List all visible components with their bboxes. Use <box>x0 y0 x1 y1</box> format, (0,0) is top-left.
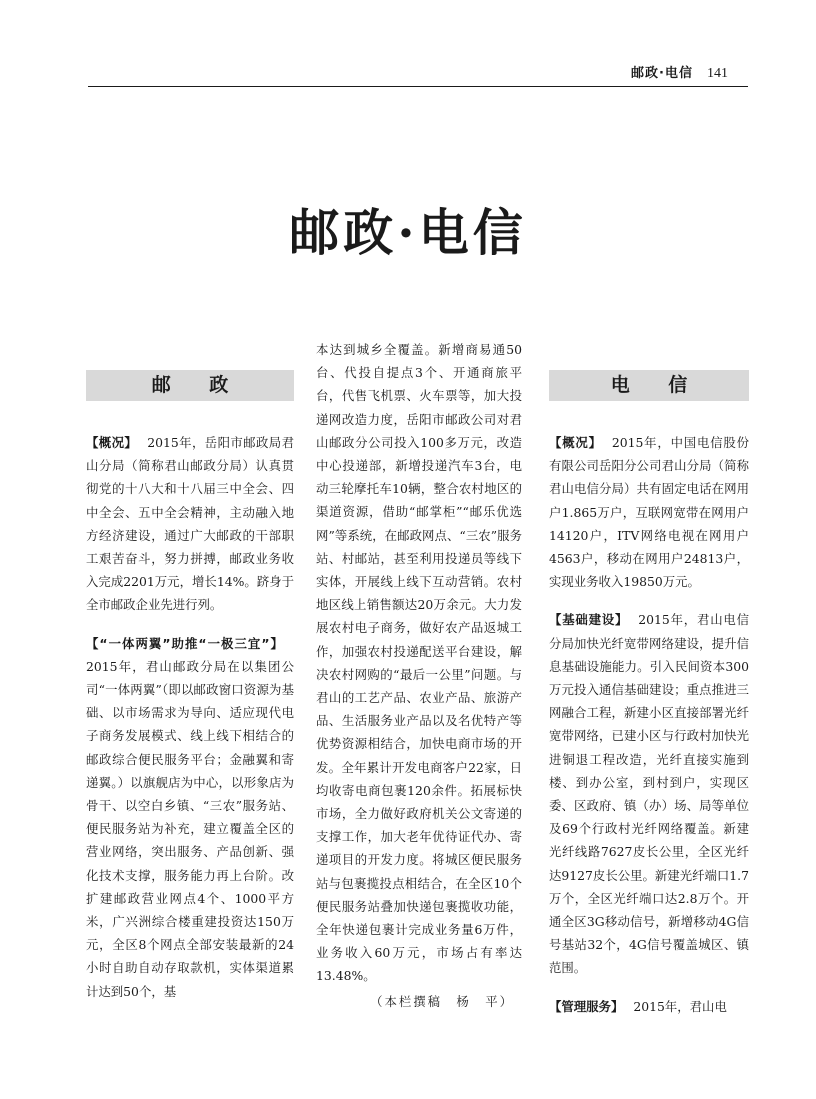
byline: （本栏撰稿 杨 平） <box>370 993 514 1009</box>
column-middle <box>316 338 522 1013</box>
postal-oneplus-tag: 【“一体两翼”助推“一极三宜”】 <box>86 635 284 651</box>
postal-overview-paragraph <box>86 431 294 617</box>
telecom-infrastructure-text: 2015年，君山电信分局加快光纤宽带网络建设，提升信息基础设施能力。引入民间资本300万元投入通信基础建设；重点推进三网融合工程，新建小区直接部署光纤宽带网络，已建小区与行政村加快光进铜退工程改造，光纤直接实施到楼、到办公室，到村到户，实现区委、区政府、镇（办）场、局等单位及69个行政村光纤网络覆盖。新建光纤线路7627皮长公里，全区光纤达9127皮长公里。新建光纤端口1.7万个，全区光纤端口达2.8万个。开通全区3G移动信号，新增移动4G信号基站32个，4G信号覆盖城区、镇范围。 <box>549 612 749 976</box>
postal-overview-text: 2015年，岳阳市邮政局君山分局（简称君山邮政分局）认真贯彻党的十八大和十八届三中全会、四中全会、五中全会精神，主动融入地方经济建设，通过广大邮政的干部职工艰苦奋斗，努力拼搏，邮政业务收入完成2201万元，增长14%。跻身于全市邮政企业先进行列。 <box>86 435 294 613</box>
telecom-infrastructure-paragraph <box>549 608 749 979</box>
running-header-title: 邮政·电信 <box>631 66 693 81</box>
column-left <box>86 370 294 1003</box>
telecom-management-tag: 【管理服务】 <box>549 998 624 1014</box>
page-number: 141 <box>707 66 728 81</box>
telecom-management-paragraph <box>549 995 749 1018</box>
telecom-management-text: 2015年，君山电 <box>633 998 727 1014</box>
section-heading-telecom: 电 信 <box>549 370 749 401</box>
running-header <box>631 64 728 84</box>
chapter-title: 邮政·电信 <box>289 203 527 262</box>
header-rule <box>88 86 748 87</box>
section-heading-postal: 邮 政 <box>86 370 294 401</box>
column-right <box>549 370 749 1018</box>
postal-oneplus-text: 2015年，君山邮政分局在以集团公司“一体两翼”（即以邮政窗口资源为基础、以市场需求为导向、适应现代电子商务发展模式、线上线下相结合的邮政综合便民服务平台；金融翼和寄递翼。）以旗舰店为中心，以形象店为骨干、以空白乡镇、“三农”服务站、便民服务站为补充，建立覆盖全区的营业网络，突出服务、产品创新、强化技术支撑，服务能力再上台阶。改扩建邮政营业网点4个、1000平方米，广兴洲综合楼重建投资达150万元，全区8个网点全部安装最新的24小时自助自动存取款机，实体渠道累计达到50个，基 <box>86 658 294 999</box>
telecom-overview-paragraph <box>549 431 749 593</box>
postal-oneplus-continued: 本达到城乡全覆盖。新增商易通50台、代投自提点3个、开通商旅平台，代售飞机票、火车票等，加大投递网改造力度，岳阳市邮政公司对君山邮政分公司投入100多万元，改造中心投递部，新增投递汽车3台，电动三轮摩托车10辆，整合农村地区的渠道资源，借助“邮掌柜”“邮乐优选网”等系统，在邮政网点、“三农”服务站、村邮站，甚至利用投递员等线下实体，开展线上线下互动营销。农村地区线上销售额达20万余元。大力发展农村电子商务，做好农产品返城工作，加强农村投递配送平台建设，解决农村网购的“最后一公里”问题。与君山的工艺产品、农业产品、旅游产品、生活服务业产品以及名优特产等优势资源相结合，加快电商市场的开发。全年累计开发电商客户22家，日均收寄电商包裹120余件。拓展标快市场，全力做好政府机关公文寄递的支撑工作，加大老年优待证代办、寄递项目的开发力度。将城区便民服务站与包裹揽投点相结合，在全区10个便民服务站叠加快递包裹揽收功能，全年快递包裹计完成业务量6万件，业务收入60万元，市场占有率达13.48%。 <box>316 342 522 984</box>
telecom-overview-text: 2015年，中国电信股份有限公司岳阳分公司君山分局（简称君山电信分局）共有固定电话在网用户1.865万户，互联网宽带在网用户14120户，ITV网络电视在网用户4563户，移动在网用户24813户，实现业务收入19850万元。 <box>549 435 749 590</box>
telecom-overview-tag: 【概况】 <box>549 435 602 450</box>
postal-overview-tag: 【概况】 <box>86 435 138 450</box>
telecom-infrastructure-tag: 【基础建设】 <box>549 612 629 628</box>
postal-oneplus-paragraph <box>86 632 294 1003</box>
